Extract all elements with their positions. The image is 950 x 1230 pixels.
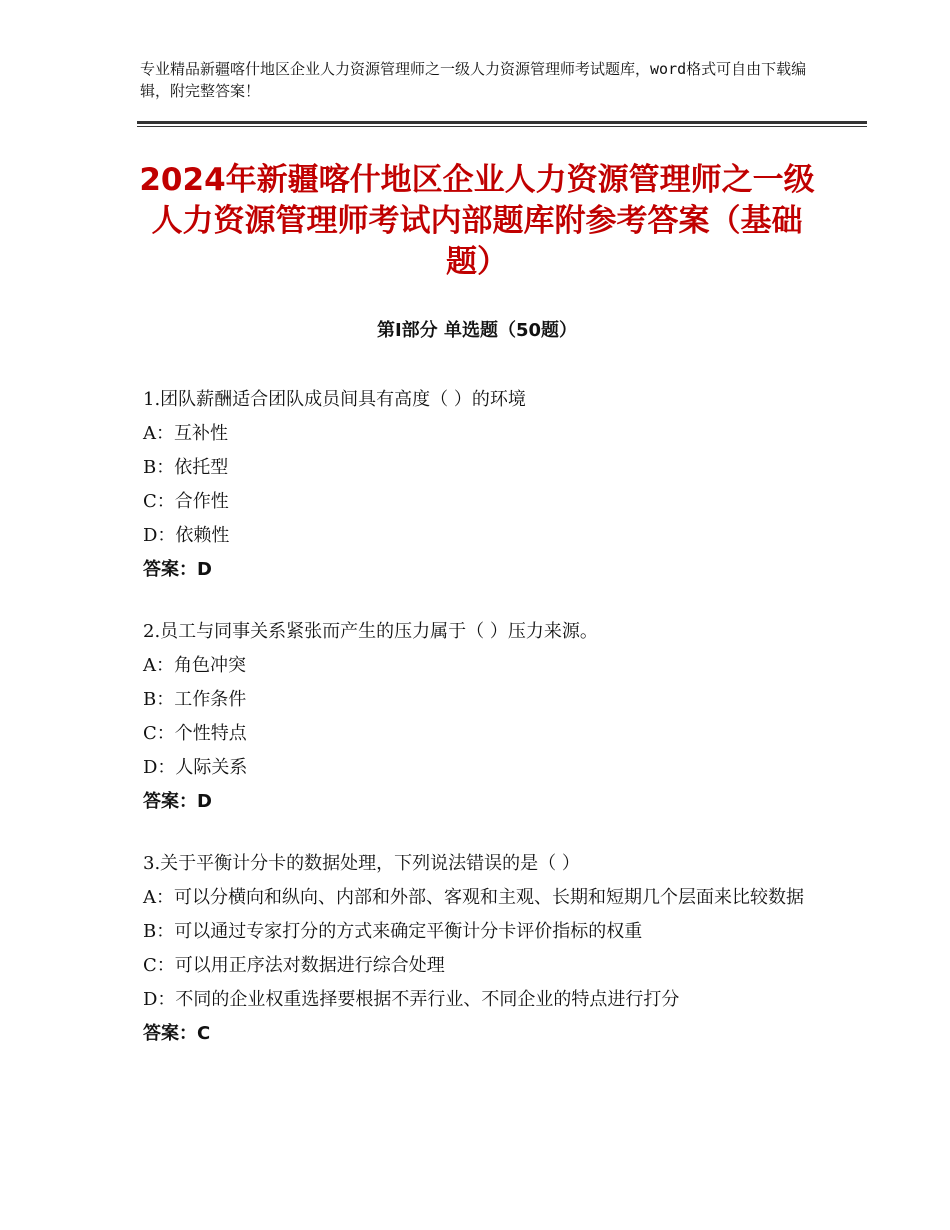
option-d: D：人际关系: [143, 757, 248, 778]
question-1: [143, 383, 823, 587]
option-a: A：互补性: [143, 423, 228, 444]
option-a: A：角色冲突: [143, 655, 246, 676]
header-divider-thin: [137, 126, 867, 127]
option-a: A：可以分横向和纵向、内部和外部、客观和主观、长期和短期几个层面来比较数据: [143, 887, 804, 908]
answer: 答案：C: [143, 1023, 211, 1044]
option-c: C：个性特点: [143, 723, 247, 744]
question-list: [143, 383, 823, 1079]
section-title: 第Ⅰ部分 单选题（50题）: [376, 320, 577, 341]
question-stem: 3.关于平衡计分卡的数据处理，下列说法错误的是（ ）: [143, 853, 580, 874]
option-b: B：可以通过专家打分的方式来确定平衡计分卡评价指标的权重: [143, 921, 643, 942]
option-b: B：工作条件: [143, 689, 247, 710]
option-b: B：依托型: [143, 457, 229, 478]
document-title: 2024年新疆喀什地区企业人力资源管理师之一级人力资源管理师考试内部题库附参考答案（基础题）: [139, 162, 815, 280]
question-stem: 1.团队薪酬适合团队成员间具有高度（ ）的环境: [143, 389, 526, 410]
question-3: [143, 847, 823, 1051]
header-note: 专业精品新疆喀什地区企业人力资源管理师之一级人力资源管理师考试题库，word格式可自由下载编辑，附完整答案！: [140, 60, 807, 100]
question-stem: 2.员工与同事关系紧张而产生的压力属于（ ）压力来源。: [143, 621, 598, 642]
answer: 答案：D: [143, 559, 212, 580]
option-d: D：依赖性: [143, 525, 230, 546]
answer: 答案：D: [143, 791, 212, 812]
question-2: [143, 615, 823, 819]
header-divider-thick: [137, 121, 867, 124]
option-c: C：可以用正序法对数据进行综合处理: [143, 955, 445, 976]
option-c: C：合作性: [143, 491, 229, 512]
option-d: D：不同的企业权重选择要根据不弄行业、不同企业的特点进行打分: [143, 989, 680, 1010]
